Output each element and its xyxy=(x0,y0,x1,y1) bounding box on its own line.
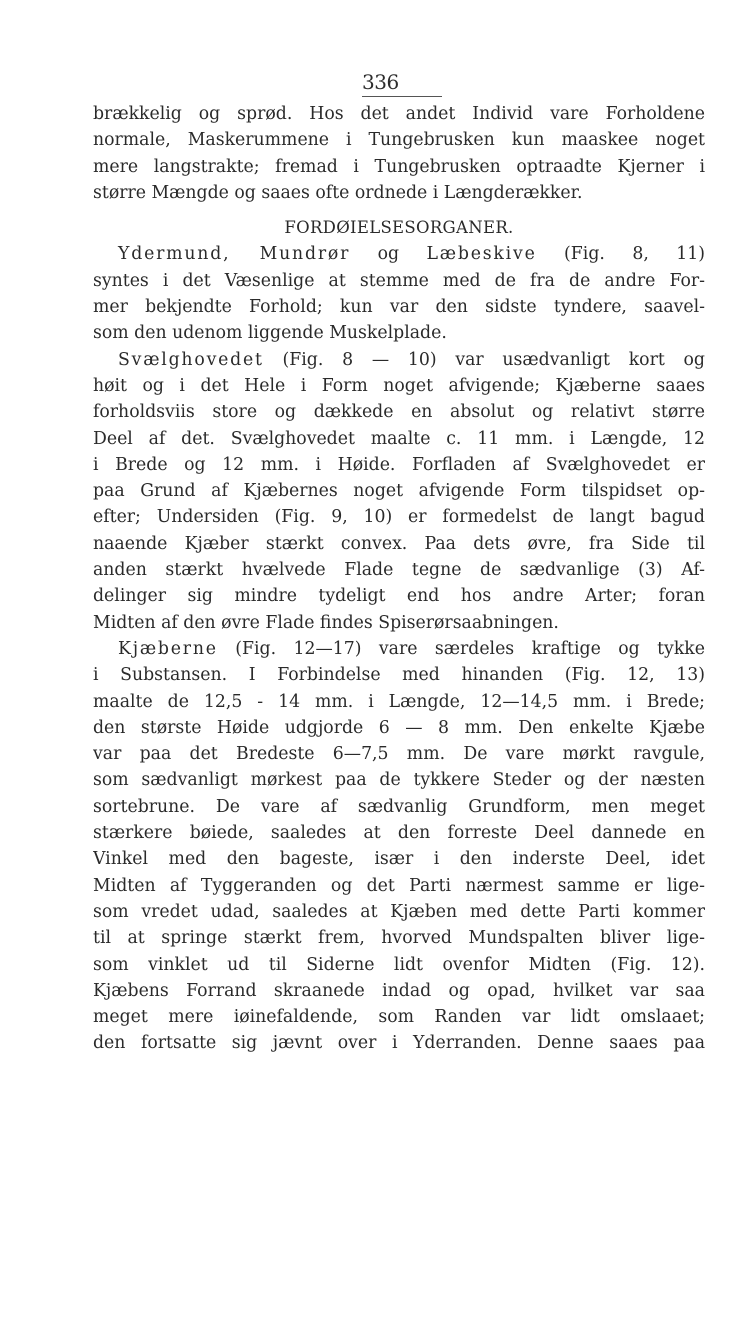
text-line: mer bekjendte Forhold; kun var den sidste tyndere, saavel- xyxy=(93,297,705,318)
text-line: naaende Kjæber stærkt convex. Paa dets øvre, fra Side til xyxy=(93,533,705,554)
text-line: sortebrune. De vare af sædvanlig Grundform, men meget xyxy=(93,796,705,817)
text-line: paa Grund af Kjæbernes noget afvigende Form tilspidset op- xyxy=(93,481,705,502)
lead-rest: (Fig. 8, 11) xyxy=(536,244,705,265)
text-line: som sædvanligt mørkest paa de tykkere Steder og der næsten xyxy=(93,770,705,791)
text-line: var paa det Bredeste 6—7,5 mm. De vare mørkt ravgule, xyxy=(93,744,705,765)
text-line: større Mængde og saaes ofte ordnede i Længderækker. xyxy=(93,182,583,203)
text-line: efter; Undersiden (Fig. 9, 10) er formedelst de langt bagud xyxy=(93,507,705,528)
text-line: den største Høide udgjorde 6 — 8 mm. Den enkelte Kjæbe xyxy=(93,717,705,738)
text-line: delinger sig mindre tydeligt end hos andre Arter; foran xyxy=(93,586,705,607)
text-line: Deel af det. Svælghovedet maalte c. 11 mm. i Længde, 12 xyxy=(93,428,705,449)
text-line: til at springe stærkt frem, hvorved Mundspalten bliver lige- xyxy=(93,928,705,949)
paragraph-lead-line xyxy=(93,636,705,662)
term-svaelghovedet: Svælghovedet xyxy=(118,349,264,370)
text-line: mere langstrakte; fremad i Tungebrusken optraadte Kjerner i xyxy=(93,156,705,177)
text-line: den fortsatte sig jævnt over i Yderranden. Denne saaes paa xyxy=(93,1033,705,1054)
text-line: som vredet udad, saaledes at Kjæben med dette Parti kommer xyxy=(93,901,705,922)
paragraph-lead-line xyxy=(93,347,705,373)
page-number: 336 xyxy=(362,70,442,97)
text-line: normale, Maskerummene i Tungebrusken kun maaskee noget xyxy=(93,130,705,151)
text-line: meget mere iøinefaldende, som Randen var lidt omslaaet; xyxy=(93,1007,705,1028)
text-line: i Brede og 12 mm. i Høide. Forfladen af Svælghovedet er xyxy=(93,454,705,475)
page-text xyxy=(93,101,705,1057)
lead-rest: (Fig. 8 — 10) var usædvanligt kort og xyxy=(263,349,705,370)
text-line: forholdsviis store og dækkede en absolut og relativt større xyxy=(93,402,705,423)
text-line: som vinklet ud til Siderne lidt ovenfor Midten (Fig. 12). xyxy=(93,954,705,975)
section-heading: FORDØIELSESORGANER. xyxy=(284,218,514,238)
lead-rest: (Fig. 12—17) vare særdeles kraftige og tykke xyxy=(217,638,705,659)
text-line: Midten af Tyggeranden og det Parti nærmest samme er lige- xyxy=(93,875,705,896)
term-laebeskive: Læbeskive xyxy=(426,244,537,265)
text-line: anden stærkt hvælvede Flade tegne de sædvanlige (3) Af- xyxy=(93,560,705,581)
text-line: Kjæbens Forrand skraanede indad og opad, hvilket var saa xyxy=(93,980,705,1001)
text-line: syntes i det Væsenlige at stemme med de fra de andre For- xyxy=(93,270,705,291)
term-kjaeberne: Kjæberne xyxy=(118,638,218,659)
lead-conjunction: og xyxy=(350,244,427,265)
paragraph-lead-line xyxy=(93,241,705,267)
text-line: i Substansen. I Forbindelse med hinanden (Fig. 12, 13) xyxy=(93,665,705,686)
term-ydermund-mundror: Ydermund, Mundrør xyxy=(118,244,351,265)
text-line: Midten af den øvre Flade findes Spiserørsaabningen. xyxy=(93,612,559,633)
text-line: Vinkel med den bageste, især i den inderste Deel, idet xyxy=(93,849,705,870)
text-line: stærkere bøiede, saaledes at den forreste Deel dannede en xyxy=(93,823,705,844)
text-line: maalte de 12,5 - 14 mm. i Længde, 12—14,5 mm. i Brede; xyxy=(93,691,705,712)
text-line: høit og i det Hele i Form noget afvigende; Kjæberne saaes xyxy=(93,375,705,396)
text-line: som den udenom liggende Muskelplade. xyxy=(93,323,447,344)
text-line: brækkelig og sprød. Hos det andet Individ vare Forholdene xyxy=(93,104,705,124)
